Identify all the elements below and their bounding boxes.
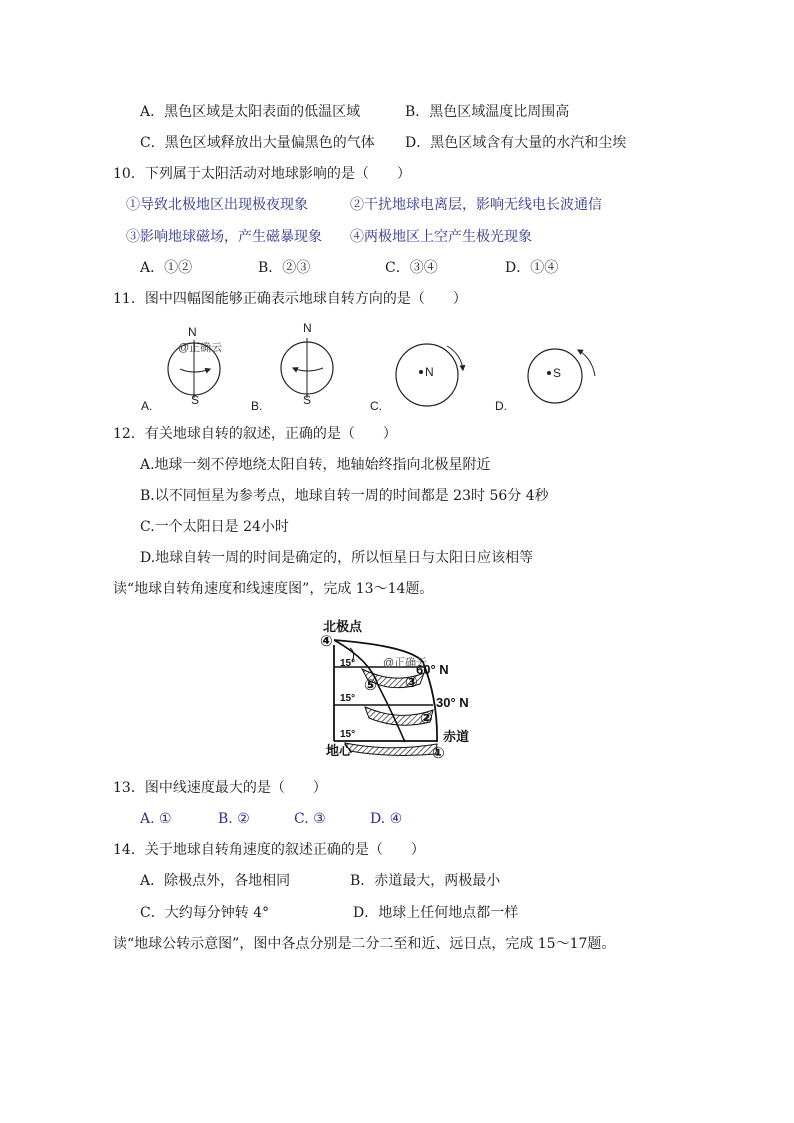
north-pole-label: 北极点: [323, 619, 363, 634]
marker-1: ①: [432, 745, 445, 762]
fig-c-letter: C.: [370, 399, 382, 413]
fig-b-letter: B.: [251, 399, 263, 413]
q10-stem: 10．下列属于太阳活动对地球影响的是（ ）: [113, 166, 411, 182]
q10-item-4: ④两极地区上空产生极光现象: [350, 229, 532, 245]
q12-option-c: C.一个太阳日是 24小时: [140, 519, 289, 535]
q13-option-a: A. ①: [140, 811, 172, 827]
angle-label-3: 15°: [340, 729, 356, 740]
fig-c-pole-label: N: [425, 365, 434, 379]
q12-option-a: A.地球一刻不停地绕太阳自转，地轴始终指向北极星附近: [140, 457, 491, 473]
q12-stem: 12．有关地球自转的叙述，正确的是（ ）: [113, 426, 397, 442]
fig-d-pole-label: S: [553, 366, 562, 380]
q14-option-b: B．赤道最大，两极最小: [350, 873, 501, 889]
earth-center-label: 地心: [326, 743, 353, 758]
q14-option-a: A．除极点外，各地相同: [140, 873, 291, 889]
lat-60n-label: 60° N: [416, 662, 449, 677]
q14-option-d: D．地球上任何地点都一样: [353, 905, 519, 921]
fig-a-north-label: N: [188, 325, 197, 339]
q9-option-a: A．黑色区域是太阳表面的低温区域: [140, 104, 361, 120]
q13-stem: 13．图中线速度最大的是（ ）: [113, 780, 327, 796]
fig-d-letter: D.: [495, 399, 507, 413]
hatch-band-equator: [345, 743, 437, 755]
q10-option-c: C．③④: [385, 260, 438, 276]
q9-option-b: B．黑色区域温度比周围高: [405, 104, 570, 120]
angle-label-1: 15°: [340, 658, 356, 669]
intro-13-14: 读“地球自转角速度和线速度图”，完成 13～14题。: [113, 581, 434, 597]
angle-label-2: 15°: [340, 693, 356, 704]
q13-option-b: B. ②: [218, 811, 250, 827]
q14-stem: 14．关于地球自转角速度的叙述正确的是（ ）: [113, 842, 425, 858]
equator-label: 赤道: [443, 729, 470, 744]
q9-option-c: C．黑色区域释放出大量偏黑色的气体: [140, 135, 375, 151]
marker-5: ⑤: [364, 677, 377, 694]
q12-option-d: D.地球自转一周的时间是确定的，所以恒星日与太阳日应该相等: [140, 550, 534, 566]
lat-30n-label: 30° N: [436, 695, 469, 710]
fig-a-south-label: S: [191, 393, 200, 407]
q10-option-a: A．①②: [140, 260, 193, 276]
q10-item-1: ①导致北极地区出现极夜现象: [126, 197, 308, 213]
marker-4: ④: [320, 633, 333, 650]
q10-option-b: B．②③: [258, 260, 311, 276]
fig-b-north-label: N: [303, 321, 312, 335]
q13-option-d: D. ④: [370, 811, 403, 827]
q13-option-c: C. ③: [294, 811, 326, 827]
fig-b-south-label: S: [303, 393, 312, 407]
figure-watermark: @正确云: [383, 657, 428, 669]
q10-option-d: D．①④: [505, 260, 559, 276]
marker-2: ②: [420, 710, 433, 727]
q12-option-b: B.以不同恒星为参考点，地球自转一周的时间都是 23时 56分 4秒: [140, 488, 549, 504]
marker-3: ③: [405, 674, 418, 691]
q11-stem: 11．图中四幅图能够正确表示地球自转方向的是（ ）: [113, 291, 467, 307]
q9-option-d: D．黑色区域含有大量的水汽和尘埃: [405, 135, 627, 151]
fig-a-letter: A.: [141, 399, 153, 413]
intro-15-17: 读“地球公转示意图”，图中各点分别是二分二至和近、远日点，完成 15～17题。: [113, 936, 616, 952]
q10-item-2: ②干扰地球电离层，影响无线电长波通信: [350, 197, 602, 213]
q14-option-c: C．大约每分钟转 4°: [140, 905, 270, 921]
q10-item-3: ③影响地球磁场，产生磁暴现象: [126, 229, 322, 245]
fig-a-watermark: @正确云: [178, 342, 223, 354]
